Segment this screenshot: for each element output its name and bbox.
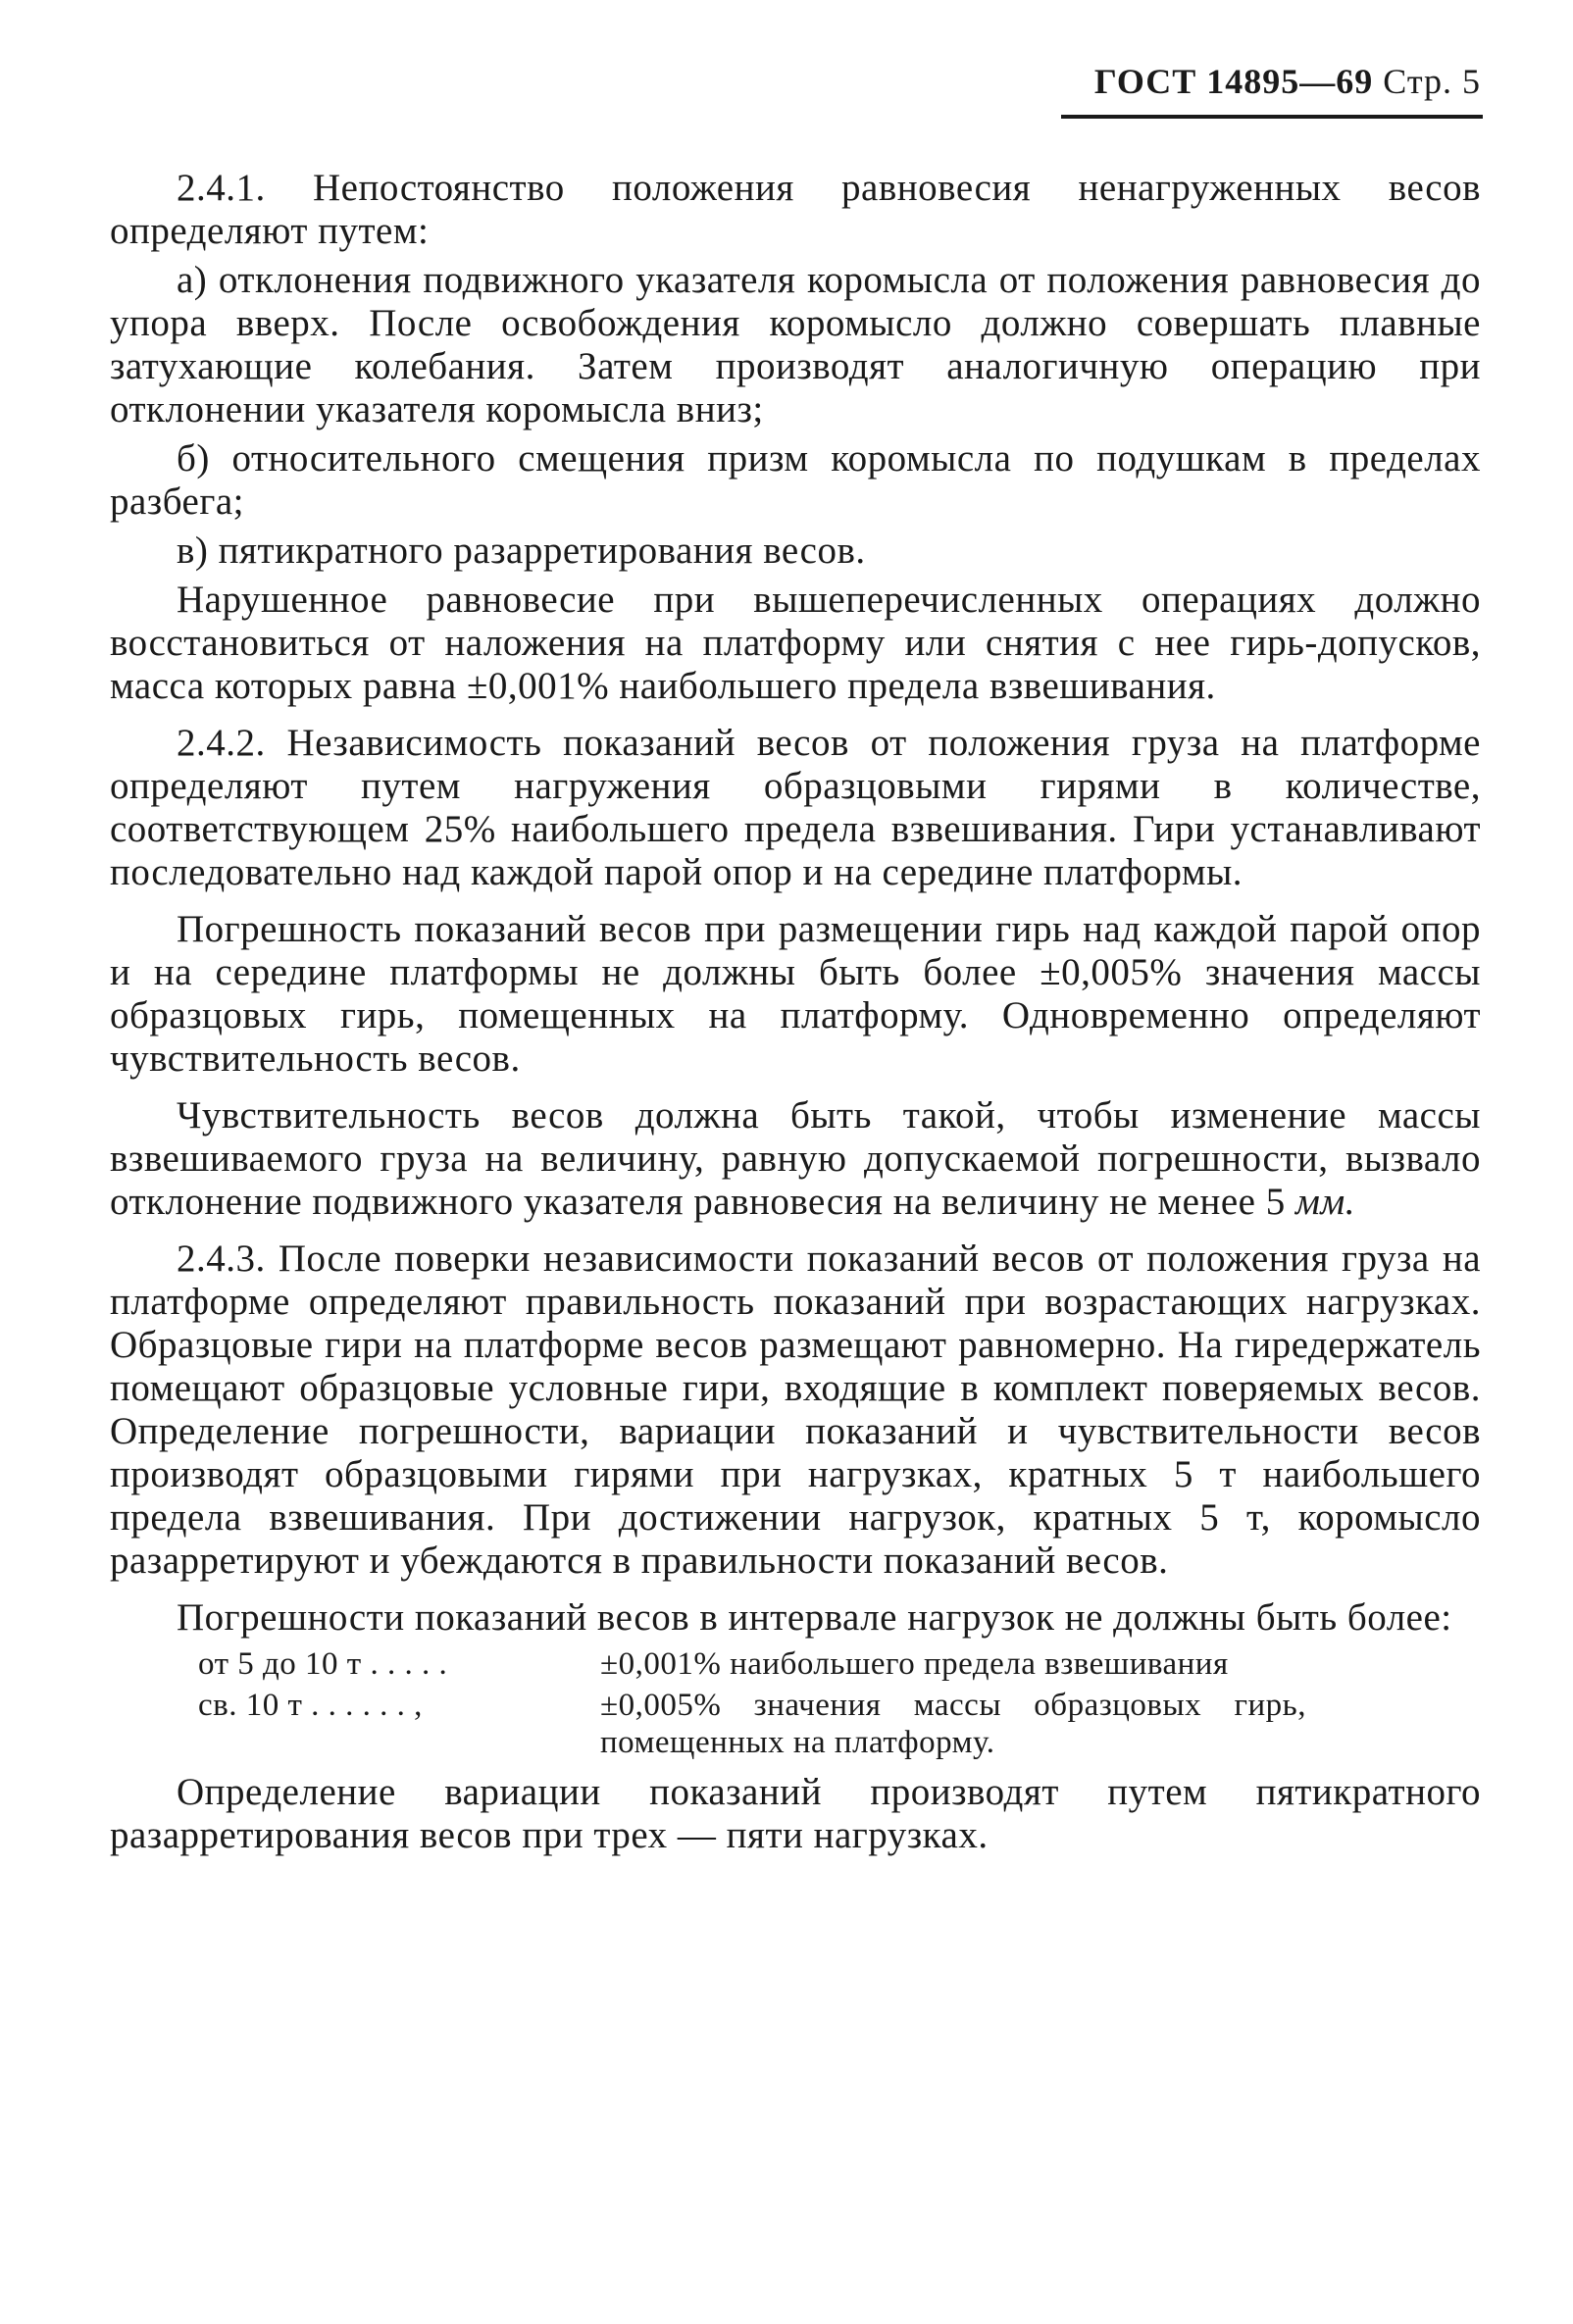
list-item-a: а) отклонения подвижного указателя коромысла от положения равновесия до упора вверх. После освобождения коромысло должно совершать плавные затухающие колебания. Затем производят аналогичную операцию при отклонении указателя коромысла вниз; [110,259,1481,430]
header-rule [1061,115,1483,119]
paragraph-2-4-2: 2.4.2. Независимость показаний весов от положения груза на платформе определяют путем нагружения образцовыми гирями в количестве, соответствующем 25% наибольшего предела взвешивания. Гири устанавливают последовательно над каждой парой опор и на середине платформы. [110,722,1481,893]
page-header [1069,61,1481,112]
load-ranges [110,1645,1481,1761]
range-value: ±0,001% наибольшего предела взвешивания [600,1646,1229,1682]
range-label: от 5 до 10 т . . . . . [198,1646,448,1682]
range-row [110,1687,1481,1761]
paragraph-sensitivity [110,1094,1481,1224]
sensitivity-text: Чувствительность весов должна быть такой, чтобы изменение массы взвешиваемого груза на величину, равную допускаемой погрешности, вызвало отклонение подвижного указателя равновесия на величину не менее 5 [110,1094,1481,1223]
paragraph-2-4-3: 2.4.3. После поверки независимости показаний весов от положения груза на платформе определяют правильность показаний при возрастающих нагрузках. Образцовые гири на платформе весов размещают равномерно. На гиредержатель помещают образцовые условные гири, входящие в комплект поверяемых весов. Определение погрешности, вариации показаний и чувствительности весов производят образцовыми гирями при нагрузках, кратных 5 т наибольшего предела взвешивания. При достижении нагрузок, кратных 5 т, коромысло разарретируют и убеждаются в правильности показаний весов. [110,1238,1481,1582]
unit-mm: мм. [1294,1181,1356,1223]
list-item-v: в) пятикратного разарретирования весов. [177,530,866,572]
paragraph-2-4-1: 2.4.1. Непостоянство положения равновесия ненагруженных весов определяют путем: [110,167,1481,252]
document-body [110,167,1481,1863]
list-item-b: б) относительного смещения призм коромысла по подушкам в пределах разбега; [110,437,1481,523]
paragraph-limits: Погрешности показаний весов в интервале нагрузок не должны быть более: [177,1596,1452,1639]
range-value: ±0,005% значения массы образцовых гирь, помещенных на платформу. [600,1688,1306,1760]
page-number: Стр. 5 [1383,62,1481,101]
range-row [110,1645,1481,1683]
document-code: ГОСТ 14895—69 [1093,62,1374,101]
paragraph-variation: Определение вариации показаний производят путем пятикратного разарретирования весов при трех — пяти нагрузках. [110,1771,1481,1856]
range-label: св. 10 т . . . . . . , [198,1688,423,1723]
paragraph-equilibrium: Нарушенное равновесие при вышеперечисленных операциях должно восстановиться от наложения на платформу или снятия с нее гирь-допусков, масса которых равна ±0,001% наибольшего предела взвешивания. [110,579,1481,707]
paragraph-error: Погрешность показаний весов при размещении гирь над каждой парой опор и на середине платформы не должны быть более ±0,005% значения массы образцовых гирь, помещенных на платформу. Одновременно определяют чувствительность весов. [110,908,1481,1080]
